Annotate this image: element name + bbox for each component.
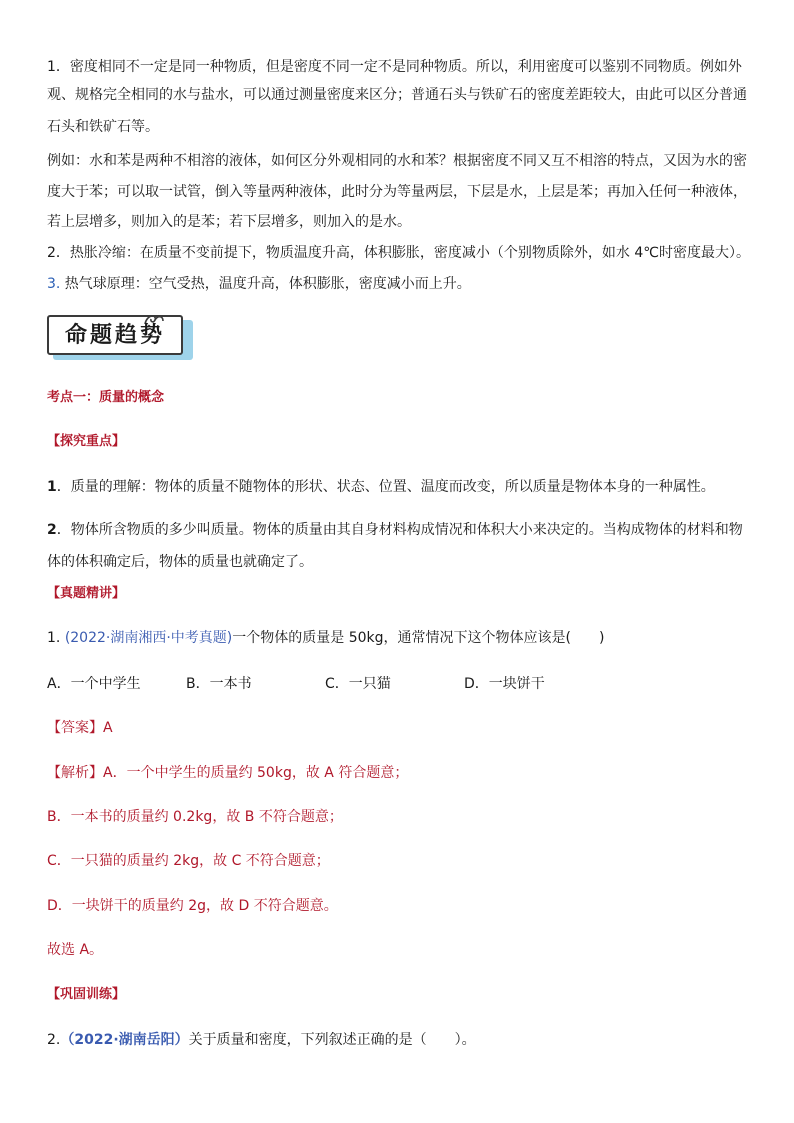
example-line-2: 度大于苯；可以取一试管，倒入等量两种液体，此时分为等量两层，下层是水，上层是苯；再加入任何一种液体， — [47, 184, 747, 200]
intro-paragraph-1-line-2: 观、规格完全相同的水与盐水，可以通过测量密度来区分；普通石头与铁矿石的密度差距较大，由此可以区分普通 — [47, 87, 747, 103]
question-1-option-a: A．一个中学生 — [47, 676, 141, 692]
question-1-analysis-c: C．一只猫的质量约 2kg，故 C 不符合题意； — [47, 853, 330, 869]
banner-title: 命题趋势 — [64, 322, 165, 348]
analysis-label: 【解析】 — [47, 765, 103, 781]
question-1-number: 1. — [47, 630, 65, 646]
key-point-1-number: 1 — [47, 479, 57, 495]
key-point-2-line-1 — [47, 521, 743, 539]
question-1-option-c: C．一只猫 — [325, 676, 391, 692]
question-2-source: （2022·湖南岳阳） — [60, 1032, 189, 1048]
key-point-2-text: ．物体所含物质的多少叫质量。物体的质量由其自身材料构成情况和体积大小来决定的。当构成物体的材料和物 — [56, 522, 743, 538]
key-point-2-line-2: 体的体积确定后，物体的质量也就确定了。 — [47, 554, 313, 570]
example-line-1: 例如：水和苯是两种不相溶的液体，如何区分外观相同的水和苯？根据密度不同又互不相溶的特点，又因为水的密 — [47, 153, 747, 169]
intro-paragraph-3 — [47, 275, 471, 293]
intro-paragraph-1-line-1: 1．密度相同不一定是同一种物质，但是密度不同一定不是同种物质。所以，利用密度可以鉴别不同物质。例如外 — [47, 59, 742, 75]
question-1-source: (2022·湖南湘西·中考真题) — [64, 630, 233, 646]
key-point-2-number: 2 — [47, 522, 57, 538]
question-1-conclusion: 故选 A。 — [47, 942, 104, 958]
question-1-analysis-d: D．一块饼干的质量约 2g，故 D 不符合题意。 — [47, 898, 338, 914]
intro-paragraph-2: 2．热胀冷缩：在质量不变前提下，物质温度升高，体积膨胀，密度减小（个别物质除外，如水 4℃时密度最大）。 — [47, 245, 750, 261]
question-1-text: 一个物体的质量是 50kg，通常情况下这个物体应该是( ) — [232, 630, 605, 646]
intro-paragraph-1-line-3: 石头和铁矿石等。 — [47, 119, 159, 135]
paragraph-3-number: 3. — [47, 276, 61, 292]
example-line-3: 若上层增多，则加入的是苯；若下层增多，则加入的是水。 — [47, 214, 411, 230]
answer-value: A — [103, 720, 113, 736]
question-1-option-b: B．一本书 — [186, 676, 252, 692]
question-1-stem — [47, 629, 604, 647]
question-1-option-d: D．一块饼干 — [464, 676, 545, 692]
kaodian-heading: 考点一：质量的概念 — [47, 390, 165, 405]
question-2-text: 关于质量和密度，下列叙述正确的是（ ）。 — [188, 1032, 476, 1048]
section-banner — [47, 312, 195, 362]
key-point-1 — [47, 478, 715, 496]
question-1-answer — [47, 719, 113, 737]
zhenti-heading: 【真题精讲】 — [47, 586, 126, 601]
analysis-a-text: A．一个中学生的质量约 50kg，故 A 符合题意； — [103, 765, 409, 781]
question-2-number: 2. — [47, 1032, 61, 1048]
gonggu-heading: 【巩固训练】 — [47, 987, 126, 1002]
question-2-stem — [47, 1031, 476, 1049]
tanjiu-heading: 【探究重点】 — [47, 434, 126, 449]
answer-label: 【答案】 — [47, 720, 103, 736]
paragraph-3-text: 热气球原理：空气受热，温度升高，体积膨胀，密度减小而上升。 — [60, 276, 471, 292]
question-1-analysis-b: B．一本书的质量约 0.2kg，故 B 不符合题意； — [47, 809, 343, 825]
key-point-1-text: ．质量的理解：物体的质量不随物体的形状、状态、位置、温度而改变，所以质量是物体本身的一种属性。 — [56, 479, 715, 495]
question-1-analysis-a — [47, 764, 408, 782]
